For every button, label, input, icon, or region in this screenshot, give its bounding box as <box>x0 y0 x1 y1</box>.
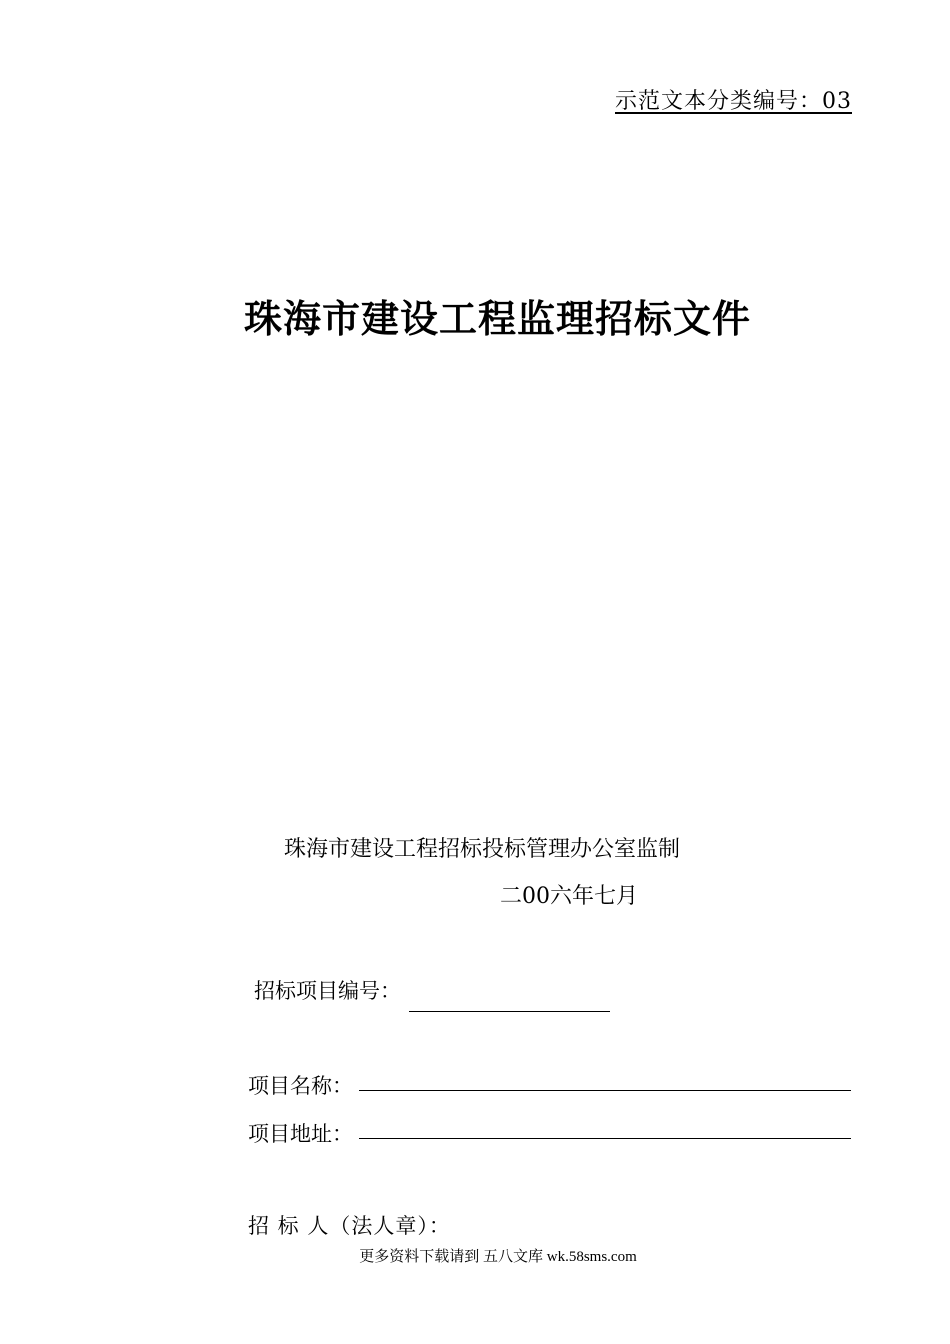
issuer-statement: 珠海市建设工程招标投标管理办公室监制 <box>284 837 681 862</box>
project-address-label: 项目地址： <box>248 1122 353 1146</box>
project-number-blank <box>409 1011 610 1012</box>
project-name-blank <box>359 1090 851 1091</box>
project-name-label: 项目名称： <box>248 1074 353 1098</box>
issue-date: 二00六年七月 <box>500 884 638 909</box>
footer-note: 更多资料下载请到 五八文库 wk.58sms.com <box>359 1249 637 1265</box>
project-number-label: 招标项目编号： <box>254 979 401 1003</box>
document-title: 珠海市建设工程监理招标文件 <box>243 297 751 341</box>
project-address-blank <box>359 1138 851 1139</box>
classification-number: 示范文本分类编号：03 <box>615 89 852 114</box>
tenderer-seal-label: 招 标 人（法人章）： <box>248 1214 451 1238</box>
